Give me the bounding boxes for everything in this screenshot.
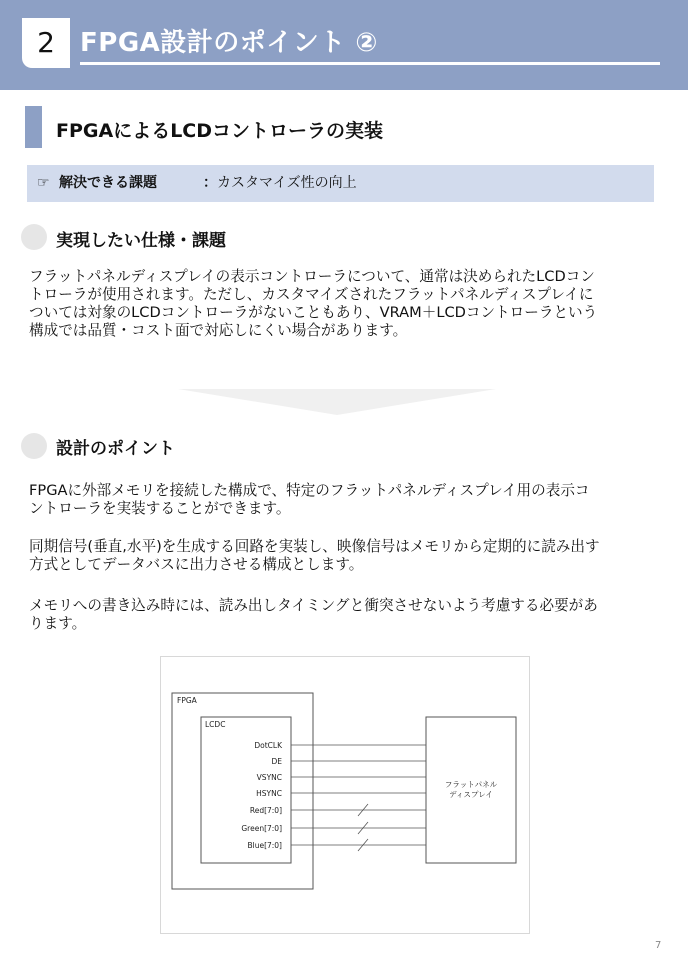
- design-line: 方式としてデータバスに出力させる構成とします。: [29, 556, 364, 573]
- spec-line: ついては対象のLCDコントローラがないこともあり、VRAM＋LCDコントローラという: [29, 304, 598, 321]
- signal-label-dotclk: DotCLK: [254, 741, 282, 750]
- page-number: 7: [655, 940, 662, 951]
- section-accent-bar: [25, 106, 42, 148]
- display-label-line-2: ディスプレイ: [449, 790, 493, 799]
- signal-label-blue: Blue[7:0]: [247, 841, 282, 850]
- spec-line: トローラが使用されます。ただし、カスタマイズされたフラットパネルディスプレイに: [29, 286, 594, 303]
- spec-paragraph: [29, 268, 657, 340]
- design-line: FPGAに外部メモリを接続した構成で、特定のフラットパネルディスプレイ用の表示コ: [29, 482, 590, 499]
- signal-label-green: Green[7:0]: [241, 824, 282, 833]
- signal-label-de: DE: [271, 757, 282, 766]
- design-paragraph-2: [29, 538, 657, 574]
- header-bar: [0, 0, 688, 90]
- lcdc-label: LCDC: [205, 720, 226, 729]
- design-line: 同期信号(垂直,水平)を生成する回路を実装し、映像信号はメモリから定期的に読み出す: [29, 538, 600, 555]
- fpga-box: [172, 693, 313, 889]
- down-arrow-shape: [178, 389, 496, 415]
- issue-band: [27, 165, 654, 202]
- pointing-hand-icon: ☞: [37, 175, 50, 191]
- section-number: 2: [22, 18, 70, 68]
- design-line: ります。: [29, 615, 87, 632]
- issue-value: カスタマイズ性の向上: [217, 175, 357, 191]
- signal-labels: [241, 741, 283, 850]
- block-diagram: [160, 656, 530, 934]
- spec-title: 実現したい仕様・課題: [56, 231, 226, 251]
- block-diagram-svg: [161, 657, 529, 933]
- design-line: ントローラを実装することができます。: [29, 500, 291, 517]
- display-label-line-1: フラットパネル: [444, 780, 498, 789]
- design-title: 設計のポイント: [56, 439, 175, 459]
- issue-label: 解決できる課題: [59, 175, 157, 191]
- header-underline: [80, 62, 660, 65]
- section-title: FPGAによるLCDコントローラの実装: [56, 120, 384, 142]
- signal-label-hsync: HSYNC: [256, 789, 282, 798]
- design-paragraph-1: [29, 482, 657, 518]
- spec-bullet-circle: [21, 224, 47, 250]
- design-paragraph-3: [29, 597, 657, 633]
- design-bullet-circle: [21, 433, 47, 459]
- page-title: FPGA設計のポイント ②: [80, 28, 378, 58]
- signal-label-red: Red[7:0]: [249, 806, 282, 815]
- signal-label-vsync: VSYNC: [256, 773, 282, 782]
- signal-lines: [291, 745, 426, 851]
- issue-colon: ：: [203, 175, 217, 191]
- design-line: メモリへの書き込み時には、読み出しタイミングと衝突させないよう考慮する必要があ: [29, 597, 598, 614]
- spec-line: フラットパネルディスプレイの表示コントローラについて、通常は決められたLCDコン: [29, 268, 595, 285]
- fpga-label: FPGA: [177, 696, 197, 705]
- spec-line: 構成では品質・コスト面で対応しにくい場合があります。: [29, 322, 408, 339]
